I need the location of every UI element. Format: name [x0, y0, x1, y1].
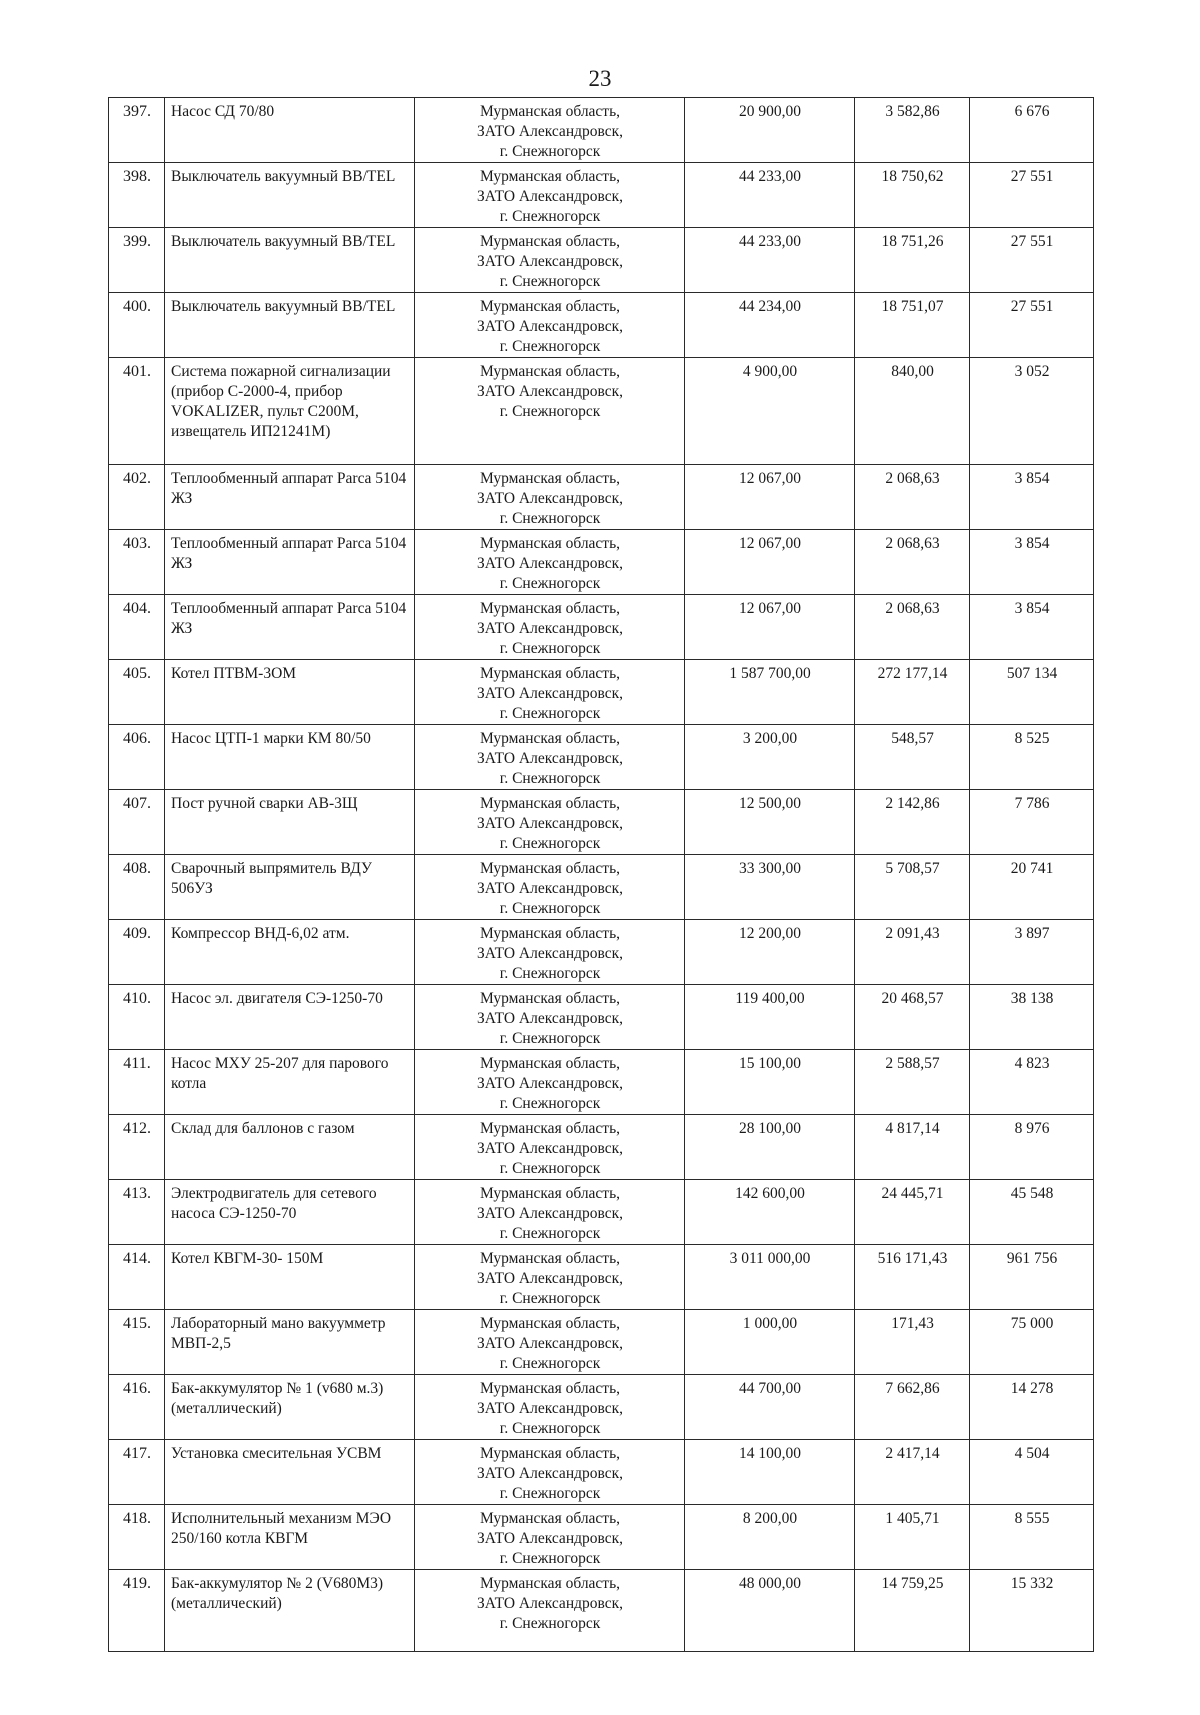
residual-value: 24 445,71	[855, 1180, 970, 1245]
address-line: Мурманская область,	[479, 730, 621, 747]
residual-value: 14 759,25	[855, 1570, 970, 1652]
address-line: ЗАТО Александровск,	[476, 1010, 624, 1027]
row-number: 408.	[109, 855, 165, 920]
table-row	[109, 1180, 1094, 1245]
row-number: 409.	[109, 920, 165, 985]
address-line: Мурманская область,	[479, 298, 621, 315]
item-name: Теплообменный аппарат Parca 5104 ЖЗ	[165, 595, 415, 660]
address-line: г. Снежногорск	[499, 143, 601, 160]
item-name: Теплообменный аппарат Parca 5104 ЖЗ	[165, 465, 415, 530]
book-value: 142 600,00	[685, 1180, 855, 1245]
address-line: г. Снежногорск	[499, 1550, 601, 1567]
residual-value: 2 588,57	[855, 1050, 970, 1115]
item-address	[415, 1310, 685, 1375]
market-value: 3 854	[970, 595, 1094, 660]
market-value: 3 854	[970, 530, 1094, 595]
item-name: Пост ручной сварки АВ-3Щ	[165, 790, 415, 855]
row-number: 397.	[109, 98, 165, 163]
market-value: 15 332	[970, 1570, 1094, 1652]
table-row	[109, 163, 1094, 228]
row-number: 416.	[109, 1375, 165, 1440]
book-value: 14 100,00	[685, 1440, 855, 1505]
table-row	[109, 1375, 1094, 1440]
book-value: 119 400,00	[685, 985, 855, 1050]
address-line: ЗАТО Александровск,	[476, 1465, 624, 1482]
residual-value: 516 171,43	[855, 1245, 970, 1310]
address-line: г. Снежногорск	[499, 705, 601, 722]
item-address	[415, 1180, 685, 1245]
book-value: 12 500,00	[685, 790, 855, 855]
book-value: 1 587 700,00	[685, 660, 855, 725]
table-row	[109, 1310, 1094, 1375]
row-number: 407.	[109, 790, 165, 855]
market-value: 38 138	[970, 985, 1094, 1050]
table-row	[109, 98, 1094, 163]
market-value: 7 786	[970, 790, 1094, 855]
address-line: Мурманская область,	[479, 103, 621, 120]
address-line: ЗАТО Александровск,	[476, 253, 624, 270]
row-number: 401.	[109, 358, 165, 465]
table-row	[109, 1440, 1094, 1505]
row-number: 410.	[109, 985, 165, 1050]
table-row	[109, 1570, 1094, 1652]
market-value: 3 854	[970, 465, 1094, 530]
item-address	[415, 1050, 685, 1115]
address-line: г. Снежногорск	[499, 1485, 601, 1502]
address-line: Мурманская область,	[479, 925, 621, 942]
address-line: Мурманская область,	[479, 1185, 621, 1202]
address-line: ЗАТО Александровск,	[476, 1335, 624, 1352]
row-number: 411.	[109, 1050, 165, 1115]
inventory-table	[108, 97, 1094, 1652]
book-value: 44 233,00	[685, 228, 855, 293]
table-row	[109, 920, 1094, 985]
address-line: г. Снежногорск	[499, 1615, 601, 1632]
book-value: 3 200,00	[685, 725, 855, 790]
item-name: Насос ЦТП-1 марки КМ 80/50	[165, 725, 415, 790]
item-address	[415, 1505, 685, 1570]
table-row	[109, 595, 1094, 660]
market-value: 45 548	[970, 1180, 1094, 1245]
address-line: ЗАТО Александровск,	[476, 1595, 624, 1612]
residual-value: 18 750,62	[855, 163, 970, 228]
table-row	[109, 293, 1094, 358]
residual-value: 18 751,07	[855, 293, 970, 358]
book-value: 12 067,00	[685, 530, 855, 595]
address-line: г. Снежногорск	[499, 1420, 601, 1437]
item-name: Насос эл. двигателя СЭ-1250-70	[165, 985, 415, 1050]
address-line: г. Снежногорск	[499, 510, 601, 527]
item-name: Котел ПТВМ-3ОМ	[165, 660, 415, 725]
address-line: ЗАТО Александровск,	[476, 1400, 624, 1417]
address-line: ЗАТО Александровск,	[476, 1140, 624, 1157]
address-line: Мурманская область,	[479, 535, 621, 552]
address-line: г. Снежногорск	[499, 338, 601, 355]
item-name: Склад для баллонов с газом	[165, 1115, 415, 1180]
row-number: 415.	[109, 1310, 165, 1375]
book-value: 20 900,00	[685, 98, 855, 163]
book-value: 44 700,00	[685, 1375, 855, 1440]
item-address	[415, 1245, 685, 1310]
market-value: 27 551	[970, 163, 1094, 228]
address-line: Мурманская область,	[479, 1250, 621, 1267]
row-number: 404.	[109, 595, 165, 660]
table-row	[109, 660, 1094, 725]
residual-value: 2 068,63	[855, 530, 970, 595]
item-name: Выключатель вакуумный ВВ/TEL	[165, 163, 415, 228]
market-value: 6 676	[970, 98, 1094, 163]
residual-value: 5 708,57	[855, 855, 970, 920]
table-row	[109, 465, 1094, 530]
address-line: ЗАТО Александровск,	[476, 880, 624, 897]
item-address	[415, 985, 685, 1050]
address-line: г. Снежногорск	[499, 1225, 601, 1242]
item-address	[415, 98, 685, 163]
address-line: Мурманская область,	[479, 233, 621, 250]
item-address	[415, 660, 685, 725]
market-value: 3 052	[970, 358, 1094, 465]
address-line: г. Снежногорск	[499, 1095, 601, 1112]
row-number: 418.	[109, 1505, 165, 1570]
book-value: 4 900,00	[685, 358, 855, 465]
item-name: Система пожарной сигнализации (прибор С-2000-4, прибор VOKALIZER, пульт С200М, извещатель ИП21241М)	[165, 358, 415, 465]
address-line: ЗАТО Александровск,	[476, 750, 624, 767]
inventory-table-body	[109, 98, 1094, 1652]
address-line: ЗАТО Александровск,	[476, 490, 624, 507]
book-value: 44 233,00	[685, 163, 855, 228]
address-line: ЗАТО Александровск,	[476, 318, 624, 335]
row-number: 414.	[109, 1245, 165, 1310]
address-line: Мурманская область,	[479, 363, 621, 380]
address-line: г. Снежногорск	[499, 770, 601, 787]
address-line: ЗАТО Александровск,	[476, 555, 624, 572]
book-value: 15 100,00	[685, 1050, 855, 1115]
row-number: 405.	[109, 660, 165, 725]
item-address	[415, 530, 685, 595]
address-line: ЗАТО Александровск,	[476, 945, 624, 962]
item-address	[415, 1375, 685, 1440]
item-address	[415, 358, 685, 465]
residual-value: 171,43	[855, 1310, 970, 1375]
address-line: г. Снежногорск	[499, 273, 601, 290]
address-line: г. Снежногорск	[499, 403, 601, 420]
item-name: Бак-аккумулятор № 2 (V680М3) (металлический)	[165, 1570, 415, 1652]
address-line: Мурманская область,	[479, 1575, 621, 1592]
market-value: 8 525	[970, 725, 1094, 790]
market-value: 507 134	[970, 660, 1094, 725]
address-line: Мурманская область,	[479, 1380, 621, 1397]
market-value: 20 741	[970, 855, 1094, 920]
residual-value: 3 582,86	[855, 98, 970, 163]
address-line: г. Снежногорск	[499, 640, 601, 657]
item-name: Котел КВГМ-30- 150М	[165, 1245, 415, 1310]
address-line: Мурманская область,	[479, 665, 621, 682]
item-address	[415, 855, 685, 920]
item-name: Выключатель вакуумный ВВ/TEL	[165, 228, 415, 293]
address-line: ЗАТО Александровск,	[476, 620, 624, 637]
book-value: 28 100,00	[685, 1115, 855, 1180]
address-line: г. Снежногорск	[499, 575, 601, 592]
table-row	[109, 790, 1094, 855]
residual-value: 2 068,63	[855, 595, 970, 660]
address-line: Мурманская область,	[479, 1445, 621, 1462]
residual-value: 2 142,86	[855, 790, 970, 855]
item-address	[415, 163, 685, 228]
address-line: Мурманская область,	[479, 990, 621, 1007]
address-line: Мурманская область,	[479, 1055, 621, 1072]
book-value: 44 234,00	[685, 293, 855, 358]
item-name: Установка смесительная УСВМ	[165, 1440, 415, 1505]
address-line: Мурманская область,	[479, 168, 621, 185]
table-row	[109, 1505, 1094, 1570]
table-row	[109, 1115, 1094, 1180]
book-value: 1 000,00	[685, 1310, 855, 1375]
table-row	[109, 1050, 1094, 1115]
address-line: ЗАТО Александровск,	[476, 815, 624, 832]
market-value: 27 551	[970, 228, 1094, 293]
market-value: 75 000	[970, 1310, 1094, 1375]
residual-value: 18 751,26	[855, 228, 970, 293]
address-line: г. Снежногорск	[499, 900, 601, 917]
item-name: Исполнительный механизм МЭО 250/160 котла КВГМ	[165, 1505, 415, 1570]
table-row	[109, 1245, 1094, 1310]
item-address	[415, 725, 685, 790]
row-number: 406.	[109, 725, 165, 790]
book-value: 48 000,00	[685, 1570, 855, 1652]
residual-value: 2 417,14	[855, 1440, 970, 1505]
residual-value: 2 068,63	[855, 465, 970, 530]
table-row	[109, 855, 1094, 920]
address-line: г. Снежногорск	[499, 1160, 601, 1177]
item-name: Насос СД 70/80	[165, 98, 415, 163]
item-name: Выключатель вакуумный ВВ/TEL	[165, 293, 415, 358]
book-value: 33 300,00	[685, 855, 855, 920]
market-value: 4 823	[970, 1050, 1094, 1115]
row-number: 403.	[109, 530, 165, 595]
address-line: Мурманская область,	[479, 1510, 621, 1527]
market-value: 4 504	[970, 1440, 1094, 1505]
item-name: Лабораторный мано вакуумметр МВП-2,5	[165, 1310, 415, 1375]
address-line: г. Снежногорск	[499, 208, 601, 225]
residual-value: 2 091,43	[855, 920, 970, 985]
market-value: 8 555	[970, 1505, 1094, 1570]
residual-value: 7 662,86	[855, 1375, 970, 1440]
row-number: 413.	[109, 1180, 165, 1245]
item-address	[415, 920, 685, 985]
address-line: Мурманская область,	[479, 860, 621, 877]
table-row	[109, 725, 1094, 790]
item-name: Сварочный выпрямитель ВДУ 506УЗ	[165, 855, 415, 920]
row-number: 399.	[109, 228, 165, 293]
address-line: Мурманская область,	[479, 1315, 621, 1332]
market-value: 8 976	[970, 1115, 1094, 1180]
address-line: ЗАТО Александровск,	[476, 188, 624, 205]
address-line: Мурманская область,	[479, 470, 621, 487]
address-line: ЗАТО Александровск,	[476, 383, 624, 400]
book-value: 12 067,00	[685, 465, 855, 530]
table-row	[109, 985, 1094, 1050]
market-value: 14 278	[970, 1375, 1094, 1440]
item-address	[415, 228, 685, 293]
address-line: ЗАТО Александровск,	[476, 1270, 624, 1287]
item-address	[415, 790, 685, 855]
address-line: ЗАТО Александровск,	[476, 1205, 624, 1222]
row-number: 400.	[109, 293, 165, 358]
market-value: 3 897	[970, 920, 1094, 985]
address-line: г. Снежногорск	[499, 965, 601, 982]
item-name: Компрессор ВНД-6,02 атм.	[165, 920, 415, 985]
residual-value: 548,57	[855, 725, 970, 790]
address-line: Мурманская область,	[479, 795, 621, 812]
address-line: г. Снежногорск	[499, 1355, 601, 1372]
row-number: 412.	[109, 1115, 165, 1180]
row-number: 417.	[109, 1440, 165, 1505]
address-line: ЗАТО Александровск,	[476, 685, 624, 702]
residual-value: 4 817,14	[855, 1115, 970, 1180]
page-number: 23	[588, 66, 612, 91]
market-value: 27 551	[970, 293, 1094, 358]
item-name: Электродвигатель для сетевого насоса СЭ-1250-70	[165, 1180, 415, 1245]
address-line: г. Снежногорск	[499, 835, 601, 852]
item-name: Бак-аккумулятор № 1 (v680 м.3) (металлический)	[165, 1375, 415, 1440]
table-row	[109, 530, 1094, 595]
residual-value: 272 177,14	[855, 660, 970, 725]
item-address	[415, 465, 685, 530]
item-address	[415, 1440, 685, 1505]
row-number: 398.	[109, 163, 165, 228]
market-value: 961 756	[970, 1245, 1094, 1310]
address-line: г. Снежногорск	[499, 1030, 601, 1047]
item-name: Теплообменный аппарат Parca 5104 ЖЗ	[165, 530, 415, 595]
address-line: Мурманская область,	[479, 1120, 621, 1137]
residual-value: 20 468,57	[855, 985, 970, 1050]
address-line: ЗАТО Александровск,	[476, 1075, 624, 1092]
item-address	[415, 1115, 685, 1180]
residual-value: 840,00	[855, 358, 970, 465]
book-value: 3 011 000,00	[685, 1245, 855, 1310]
residual-value: 1 405,71	[855, 1505, 970, 1570]
item-address	[415, 293, 685, 358]
table-row	[109, 228, 1094, 293]
item-address	[415, 595, 685, 660]
address-line: г. Снежногорск	[499, 1290, 601, 1307]
address-line: ЗАТО Александровск,	[476, 1530, 624, 1547]
book-value: 12 200,00	[685, 920, 855, 985]
item-name: Насос МХУ 25-207 для парового котла	[165, 1050, 415, 1115]
address-line: Мурманская область,	[479, 600, 621, 617]
table-row	[109, 358, 1094, 465]
address-line: ЗАТО Александровск,	[476, 123, 624, 140]
item-address	[415, 1570, 685, 1652]
book-value: 12 067,00	[685, 595, 855, 660]
row-number: 402.	[109, 465, 165, 530]
book-value: 8 200,00	[685, 1505, 855, 1570]
row-number: 419.	[109, 1570, 165, 1652]
